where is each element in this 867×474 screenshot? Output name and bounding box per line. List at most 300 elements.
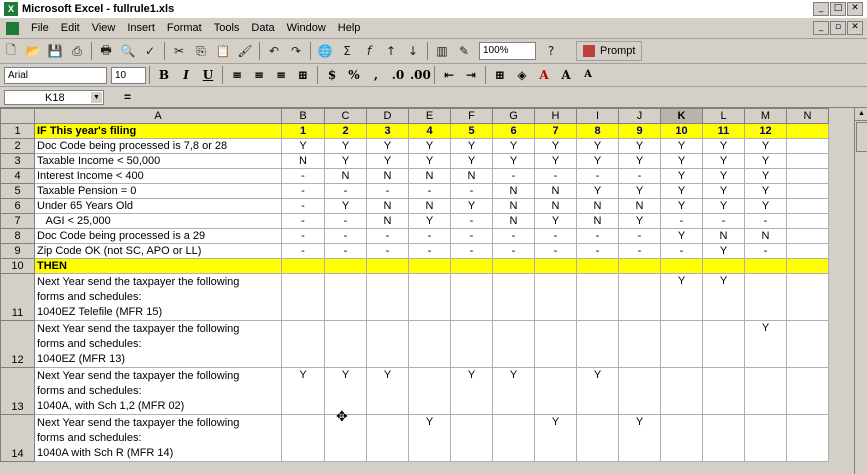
- cell-rule-10[interactable]: Y: [661, 274, 703, 321]
- cell-rule-9[interactable]: Y: [619, 139, 661, 154]
- menu-insert[interactable]: Insert: [127, 22, 155, 34]
- row-header[interactable]: 14: [1, 415, 35, 462]
- cell-rule-5[interactable]: Y: [451, 368, 493, 415]
- cell-rule-1[interactable]: [282, 415, 325, 462]
- cell-rule-11[interactable]: Y: [703, 199, 745, 214]
- cell-rule-6[interactable]: [493, 259, 535, 274]
- row-header[interactable]: 1: [1, 124, 35, 139]
- cell-rule-8[interactable]: N: [577, 199, 619, 214]
- cell-rule-8[interactable]: [577, 259, 619, 274]
- underline-icon[interactable]: U: [202, 68, 214, 82]
- cell-rule-8[interactable]: -: [577, 229, 619, 244]
- cell-a-condition[interactable]: THEN: [35, 259, 282, 274]
- cell-rule-9[interactable]: N: [619, 199, 661, 214]
- cell-rule-3[interactable]: -: [367, 244, 409, 259]
- maximize-button[interactable]: □: [830, 2, 846, 16]
- cell-rule-7[interactable]: N: [535, 199, 577, 214]
- cell-rule-10[interactable]: Y: [661, 169, 703, 184]
- cell-rule-2[interactable]: [325, 274, 367, 321]
- column-header-l[interactable]: L: [703, 109, 745, 124]
- cell-rule-6[interactable]: Y: [493, 154, 535, 169]
- column-header-g[interactable]: G: [493, 109, 535, 124]
- currency-icon[interactable]: $: [327, 68, 337, 82]
- menu-window[interactable]: Window: [286, 22, 326, 34]
- cell-rule-7[interactable]: Y: [535, 214, 577, 229]
- cell-rule-8[interactable]: [577, 274, 619, 321]
- cell-rule-3[interactable]: [367, 259, 409, 274]
- cell-rule-1[interactable]: [282, 259, 325, 274]
- cell-rule-10[interactable]: Y: [661, 154, 703, 169]
- cell-rule-6[interactable]: [493, 321, 535, 368]
- decrease-decimal-icon[interactable]: .00: [410, 68, 431, 82]
- cell-rule-1[interactable]: -: [282, 229, 325, 244]
- cell-rule-9[interactable]: [619, 274, 661, 321]
- cell-rule-12[interactable]: Y: [745, 169, 787, 184]
- cell-rule-3[interactable]: -: [367, 229, 409, 244]
- cell-rule-5[interactable]: -: [451, 214, 493, 229]
- cell-rule-4[interactable]: N: [409, 169, 451, 184]
- cell-rule-7[interactable]: N: [535, 184, 577, 199]
- cell-rule-5[interactable]: Y: [451, 139, 493, 154]
- cell-rule-4[interactable]: Y: [409, 214, 451, 229]
- formatting-toolbar: [0, 64, 867, 87]
- cell-rule-4[interactable]: Y: [409, 154, 451, 169]
- fill-color-icon[interactable]: ◈: [517, 68, 527, 82]
- column-header-a[interactable]: A: [35, 109, 282, 124]
- row-header[interactable]: 4: [1, 169, 35, 184]
- cut-icon[interactable]: ✂: [173, 44, 185, 58]
- cell-rule-9[interactable]: [619, 321, 661, 368]
- paste-icon[interactable]: 📋: [215, 44, 231, 58]
- cell-rule-4[interactable]: [409, 321, 451, 368]
- cell-a-condition[interactable]: Under 65 Years Old: [35, 199, 282, 214]
- cell-rule-10[interactable]: [661, 259, 703, 274]
- menu-format[interactable]: Format: [166, 22, 202, 34]
- cell-rule-11[interactable]: N: [703, 229, 745, 244]
- cell-rule-4[interactable]: [409, 259, 451, 274]
- column-header-j[interactable]: J: [619, 109, 661, 124]
- cell-a-condition[interactable]: Interest Income < 400: [35, 169, 282, 184]
- row-header[interactable]: 11: [1, 274, 35, 321]
- cell-rule-7[interactable]: [535, 321, 577, 368]
- cell-rule-1[interactable]: N: [282, 154, 325, 169]
- cell-rule-3[interactable]: N: [367, 214, 409, 229]
- cell-rule-2[interactable]: -: [325, 244, 367, 259]
- cell-rule-5[interactable]: [451, 321, 493, 368]
- cell-rule-10[interactable]: 10: [661, 124, 703, 139]
- row-header[interactable]: 7: [1, 214, 35, 229]
- cell-rule-10[interactable]: -: [661, 244, 703, 259]
- cell-rule-3[interactable]: 3: [367, 124, 409, 139]
- cell-rule-2[interactable]: -: [325, 229, 367, 244]
- cell-rule-7[interactable]: Y: [535, 154, 577, 169]
- cell-n[interactable]: [787, 124, 829, 139]
- cell-rule-7[interactable]: -: [535, 244, 577, 259]
- font-color-icon[interactable]: A: [539, 68, 549, 82]
- cell-rule-3[interactable]: N: [367, 169, 409, 184]
- cell-rule-11[interactable]: Y: [703, 169, 745, 184]
- function-icon[interactable]: f: [366, 44, 372, 58]
- cell-rule-12[interactable]: N: [745, 229, 787, 244]
- cell-rule-7[interactable]: [535, 368, 577, 415]
- column-header-m[interactable]: M: [745, 109, 787, 124]
- sort-ascending-icon[interactable]: ↑: [385, 44, 397, 58]
- cell-a-condition[interactable]: Doc Code being processed is 7,8 or 28: [35, 139, 282, 154]
- cell-rule-2[interactable]: N: [325, 169, 367, 184]
- cell-rule-10[interactable]: [661, 368, 703, 415]
- cell-a-condition[interactable]: Zip Code OK (not SC, APO or LL): [35, 244, 282, 259]
- cell-rule-8[interactable]: Y: [577, 139, 619, 154]
- table-row: [1, 214, 829, 229]
- cell-a-action[interactable]: [35, 368, 282, 415]
- cell-rule-8[interactable]: [577, 321, 619, 368]
- cell-rule-10[interactable]: Y: [661, 229, 703, 244]
- cell-rule-12[interactable]: [745, 259, 787, 274]
- cell-rule-6[interactable]: -: [493, 229, 535, 244]
- cell-rule-3[interactable]: [367, 321, 409, 368]
- cell-rule-4[interactable]: Y: [409, 415, 451, 462]
- cell-rule-7[interactable]: Y: [535, 139, 577, 154]
- separator: [164, 42, 165, 60]
- cell-rule-5[interactable]: Y: [451, 154, 493, 169]
- menu-data[interactable]: Data: [251, 22, 275, 34]
- cell-rule-1[interactable]: [282, 321, 325, 368]
- cell-rule-6[interactable]: Y: [493, 368, 535, 415]
- cell-n[interactable]: [787, 415, 829, 462]
- cell-n[interactable]: [787, 214, 829, 229]
- cell-rule-12[interactable]: [745, 274, 787, 321]
- increase-indent-icon[interactable]: ⇥: [465, 68, 477, 82]
- cell-rule-12[interactable]: Y: [745, 321, 787, 368]
- column-header-f[interactable]: F: [451, 109, 493, 124]
- cell-rule-3[interactable]: [367, 274, 409, 321]
- cell-n[interactable]: [787, 368, 829, 415]
- grow-font-icon[interactable]: A: [561, 68, 571, 82]
- cell-rule-7[interactable]: [535, 259, 577, 274]
- cell-rule-10[interactable]: Y: [661, 199, 703, 214]
- cell-a-condition[interactable]: Taxable Pension = 0: [35, 184, 282, 199]
- minimize-button[interactable]: _: [813, 2, 829, 16]
- cell-rule-6[interactable]: [493, 415, 535, 462]
- cell-rule-3[interactable]: Y: [367, 139, 409, 154]
- cell-rule-5[interactable]: -: [451, 244, 493, 259]
- column-header-n[interactable]: N: [787, 109, 829, 124]
- cell-rule-7[interactable]: -: [535, 169, 577, 184]
- cell-rule-12[interactable]: Y: [745, 199, 787, 214]
- cell-n[interactable]: [787, 199, 829, 214]
- cell-rule-10[interactable]: -: [661, 214, 703, 229]
- cell-n[interactable]: [787, 274, 829, 321]
- chart-wizard-icon[interactable]: ▥: [436, 44, 448, 58]
- doc-close-button[interactable]: ✕: [847, 21, 863, 35]
- cell-rule-11[interactable]: [703, 415, 745, 462]
- cell-rule-9[interactable]: Y: [619, 184, 661, 199]
- cell-rule-12[interactable]: -: [745, 214, 787, 229]
- open-icon[interactable]: 📂: [25, 44, 41, 58]
- cell-rule-12[interactable]: -: [745, 244, 787, 259]
- doc-minimize-button[interactable]: _: [813, 21, 829, 35]
- bold-icon[interactable]: B: [158, 68, 170, 82]
- cell-rule-9[interactable]: -: [619, 244, 661, 259]
- format-painter-icon[interactable]: 🖌: [237, 44, 253, 58]
- cell-rule-2[interactable]: 2: [325, 124, 367, 139]
- cell-rule-8[interactable]: N: [577, 214, 619, 229]
- spelling-icon[interactable]: ✓: [144, 44, 156, 58]
- doc-restore-button[interactable]: ▫: [830, 21, 846, 35]
- merge-center-icon[interactable]: ⊞: [297, 68, 309, 82]
- cell-rule-11[interactable]: [703, 321, 745, 368]
- cell-rule-12[interactable]: Y: [745, 154, 787, 169]
- menu-edit[interactable]: Edit: [60, 22, 80, 34]
- cell-rule-1[interactable]: Y: [282, 368, 325, 415]
- cell-rule-7[interactable]: Y: [535, 415, 577, 462]
- cell-rule-11[interactable]: [703, 368, 745, 415]
- cell-rule-9[interactable]: 9: [619, 124, 661, 139]
- percent-icon[interactable]: %: [348, 68, 360, 82]
- cell-rule-4[interactable]: [409, 368, 451, 415]
- cell-rule-6[interactable]: -: [493, 169, 535, 184]
- close-button[interactable]: ✕: [847, 2, 863, 16]
- redo-icon[interactable]: ↷: [290, 44, 302, 58]
- help-icon[interactable]: ?: [547, 44, 555, 58]
- autosum-icon[interactable]: Σ: [343, 44, 351, 58]
- name-box[interactable]: [4, 90, 104, 105]
- cell-n[interactable]: [787, 139, 829, 154]
- cell-rule-7[interactable]: 7: [535, 124, 577, 139]
- cell-n[interactable]: [787, 321, 829, 368]
- cell-rule-3[interactable]: Y: [367, 154, 409, 169]
- cell-rule-8[interactable]: [577, 415, 619, 462]
- cell-rule-11[interactable]: Y: [703, 154, 745, 169]
- cell-rule-9[interactable]: -: [619, 229, 661, 244]
- column-header-c[interactable]: C: [325, 109, 367, 124]
- cell-rule-10[interactable]: [661, 321, 703, 368]
- cell-rule-2[interactable]: Y: [325, 199, 367, 214]
- cell-a-condition[interactable]: IF This year's filing: [35, 124, 282, 139]
- cell-rule-2[interactable]: [325, 259, 367, 274]
- cell-rule-12[interactable]: [745, 368, 787, 415]
- cell-rule-9[interactable]: [619, 259, 661, 274]
- new-icon[interactable]: 🗋: [6, 42, 16, 57]
- cell-rule-4[interactable]: -: [409, 184, 451, 199]
- cell-rule-8[interactable]: -: [577, 169, 619, 184]
- formula-equals-icon[interactable]: =: [124, 90, 132, 104]
- cell-rule-8[interactable]: -: [577, 244, 619, 259]
- cell-a-action[interactable]: [35, 321, 282, 368]
- hyperlink-icon[interactable]: 🌐: [317, 44, 333, 58]
- undo-icon[interactable]: ↶: [268, 44, 280, 58]
- cell-rule-3[interactable]: [367, 415, 409, 462]
- font-select[interactable]: Arial: [4, 67, 107, 84]
- cell-rule-7[interactable]: [535, 274, 577, 321]
- formula-input[interactable]: [139, 90, 867, 105]
- column-header-h[interactable]: H: [535, 109, 577, 124]
- cell-rule-1[interactable]: -: [282, 169, 325, 184]
- print-preview-icon[interactable]: 🔍: [120, 44, 136, 58]
- cell-a-action[interactable]: [35, 274, 282, 321]
- workbook-icon[interactable]: [6, 22, 19, 35]
- cell-rule-2[interactable]: [325, 321, 367, 368]
- sort-descending-icon[interactable]: ↓: [407, 44, 419, 58]
- prompt-button[interactable]: [576, 41, 642, 61]
- cell-rule-4[interactable]: -: [409, 229, 451, 244]
- cell-rule-7[interactable]: -: [535, 229, 577, 244]
- align-left-icon[interactable]: ≡: [231, 68, 243, 82]
- copy-icon[interactable]: ⎘: [196, 43, 206, 58]
- cell-rule-3[interactable]: Y: [367, 368, 409, 415]
- align-center-icon[interactable]: ≡: [253, 68, 265, 82]
- column-header-i[interactable]: I: [577, 109, 619, 124]
- column-header-d[interactable]: D: [367, 109, 409, 124]
- cell-rule-11[interactable]: Y: [703, 244, 745, 259]
- row-header[interactable]: 12: [1, 321, 35, 368]
- cell-rule-1[interactable]: -: [282, 214, 325, 229]
- cell-rule-11[interactable]: 11: [703, 124, 745, 139]
- cell-rule-8[interactable]: 8: [577, 124, 619, 139]
- cell-rule-6[interactable]: N: [493, 199, 535, 214]
- separator: [91, 42, 92, 60]
- row-header[interactable]: 2: [1, 139, 35, 154]
- align-right-icon[interactable]: ≡: [275, 68, 287, 82]
- separator: [149, 66, 150, 84]
- cell-n[interactable]: [787, 184, 829, 199]
- cell-rule-9[interactable]: Y: [619, 214, 661, 229]
- row-header[interactable]: 5: [1, 184, 35, 199]
- cell-rule-11[interactable]: Y: [703, 274, 745, 321]
- cell-rule-10[interactable]: Y: [661, 139, 703, 154]
- print-icon[interactable]: 🖶: [100, 42, 112, 57]
- cell-rule-2[interactable]: -: [325, 214, 367, 229]
- vertical-scrollbar[interactable]: [854, 108, 867, 474]
- cell-n[interactable]: [787, 154, 829, 169]
- cell-rule-5[interactable]: [451, 415, 493, 462]
- menu-tools[interactable]: Tools: [213, 22, 240, 34]
- drawing-icon[interactable]: ✎: [458, 44, 470, 58]
- cell-rule-6[interactable]: Y: [493, 139, 535, 154]
- cell-a-condition[interactable]: Doc Code being processed is a 29: [35, 229, 282, 244]
- shrink-font-icon[interactable]: A: [584, 69, 592, 80]
- cell-rule-10[interactable]: Y: [661, 184, 703, 199]
- menu-help[interactable]: Help: [337, 22, 361, 34]
- cell-rule-5[interactable]: -: [451, 229, 493, 244]
- column-header-k[interactable]: K: [661, 109, 703, 124]
- cell-n[interactable]: [787, 259, 829, 274]
- comma-icon[interactable]: ,: [373, 68, 379, 82]
- cell-a-condition[interactable]: Taxable Income < 50,000: [35, 154, 282, 169]
- cell-rule-12[interactable]: Y: [745, 139, 787, 154]
- zoom-select[interactable]: 100%: [479, 42, 536, 60]
- italic-icon[interactable]: I: [183, 68, 189, 82]
- cell-rule-10[interactable]: [661, 415, 703, 462]
- decrease-indent-icon[interactable]: ⇤: [443, 68, 455, 82]
- cell-rule-6[interactable]: -: [493, 244, 535, 259]
- cell-rule-5[interactable]: N: [451, 169, 493, 184]
- save-icon[interactable]: 💾: [47, 44, 63, 58]
- scroll-up-icon[interactable]: ▲: [855, 108, 867, 121]
- cell-rule-2[interactable]: -: [325, 184, 367, 199]
- cell-rule-4[interactable]: Y: [409, 139, 451, 154]
- cell-rule-1[interactable]: -: [282, 244, 325, 259]
- cell-rule-3[interactable]: N: [367, 199, 409, 214]
- increase-decimal-icon[interactable]: .0: [391, 68, 405, 82]
- menu-view[interactable]: View: [91, 22, 116, 34]
- cell-rule-3[interactable]: -: [367, 184, 409, 199]
- cell-rule-5[interactable]: [451, 274, 493, 321]
- font-size-select[interactable]: 10: [111, 67, 146, 84]
- cell-n[interactable]: [787, 229, 829, 244]
- cell-rule-1[interactable]: -: [282, 184, 325, 199]
- scroll-thumb[interactable]: [856, 122, 867, 152]
- cell-rule-4[interactable]: 4: [409, 124, 451, 139]
- cell-a-condition[interactable]: AGI < 25,000: [35, 214, 282, 229]
- cell-rule-9[interactable]: Y: [619, 415, 661, 462]
- cell-rule-1[interactable]: Y: [282, 139, 325, 154]
- cell-a-action[interactable]: [35, 415, 282, 462]
- cell-rule-12[interactable]: 12: [745, 124, 787, 139]
- row-header[interactable]: 8: [1, 229, 35, 244]
- cell-rule-5[interactable]: [451, 259, 493, 274]
- cell-rule-6[interactable]: [493, 274, 535, 321]
- row-header[interactable]: 13: [1, 368, 35, 415]
- cell-rule-1[interactable]: 1: [282, 124, 325, 139]
- cell-rule-2[interactable]: Y: [325, 139, 367, 154]
- cell-rule-4[interactable]: N: [409, 199, 451, 214]
- cell-rule-5[interactable]: 5: [451, 124, 493, 139]
- menu-file[interactable]: File: [31, 22, 49, 34]
- select-all-corner[interactable]: [1, 109, 35, 124]
- cell-text-line: 1040EZ (MFR 13): [37, 353, 126, 365]
- borders-icon[interactable]: ⊞: [494, 68, 506, 82]
- cell-n[interactable]: [787, 169, 829, 184]
- cell-rule-8[interactable]: Y: [577, 154, 619, 169]
- cell-rule-2[interactable]: Y: [325, 368, 367, 415]
- cell-rule-8[interactable]: Y: [577, 368, 619, 415]
- cell-rule-4[interactable]: [409, 274, 451, 321]
- cell-rule-2[interactable]: Y: [325, 154, 367, 169]
- cell-rule-11[interactable]: Y: [703, 139, 745, 154]
- row-header[interactable]: 3: [1, 154, 35, 169]
- cell-rule-9[interactable]: -: [619, 169, 661, 184]
- cell-rule-11[interactable]: -: [703, 214, 745, 229]
- row-header[interactable]: 10: [1, 259, 35, 274]
- cell-rule-1[interactable]: -: [282, 199, 325, 214]
- cell-rule-12[interactable]: Y: [745, 184, 787, 199]
- separator: [317, 66, 318, 84]
- cell-rule-8[interactable]: Y: [577, 184, 619, 199]
- chevron-down-icon[interactable]: ▼: [91, 92, 102, 103]
- cell-rule-11[interactable]: Y: [703, 184, 745, 199]
- cell-rule-12[interactable]: [745, 415, 787, 462]
- row-header[interactable]: 6: [1, 199, 35, 214]
- title-bar: [0, 0, 867, 18]
- column-header-b[interactable]: B: [282, 109, 325, 124]
- row-header[interactable]: 9: [1, 244, 35, 259]
- cell-n[interactable]: [787, 244, 829, 259]
- web-icon[interactable]: ⎙: [72, 43, 82, 58]
- cell-rule-9[interactable]: Y: [619, 154, 661, 169]
- cell-rule-4[interactable]: -: [409, 244, 451, 259]
- cell-rule-9[interactable]: [619, 368, 661, 415]
- cell-rule-11[interactable]: [703, 259, 745, 274]
- column-header-e[interactable]: E: [409, 109, 451, 124]
- cell-rule-5[interactable]: -: [451, 184, 493, 199]
- cell-rule-6[interactable]: N: [493, 184, 535, 199]
- cell-rule-5[interactable]: Y: [451, 199, 493, 214]
- table-row: [1, 415, 829, 462]
- cell-rule-6[interactable]: 6: [493, 124, 535, 139]
- cell-rule-6[interactable]: N: [493, 214, 535, 229]
- cell-rule-1[interactable]: [282, 274, 325, 321]
